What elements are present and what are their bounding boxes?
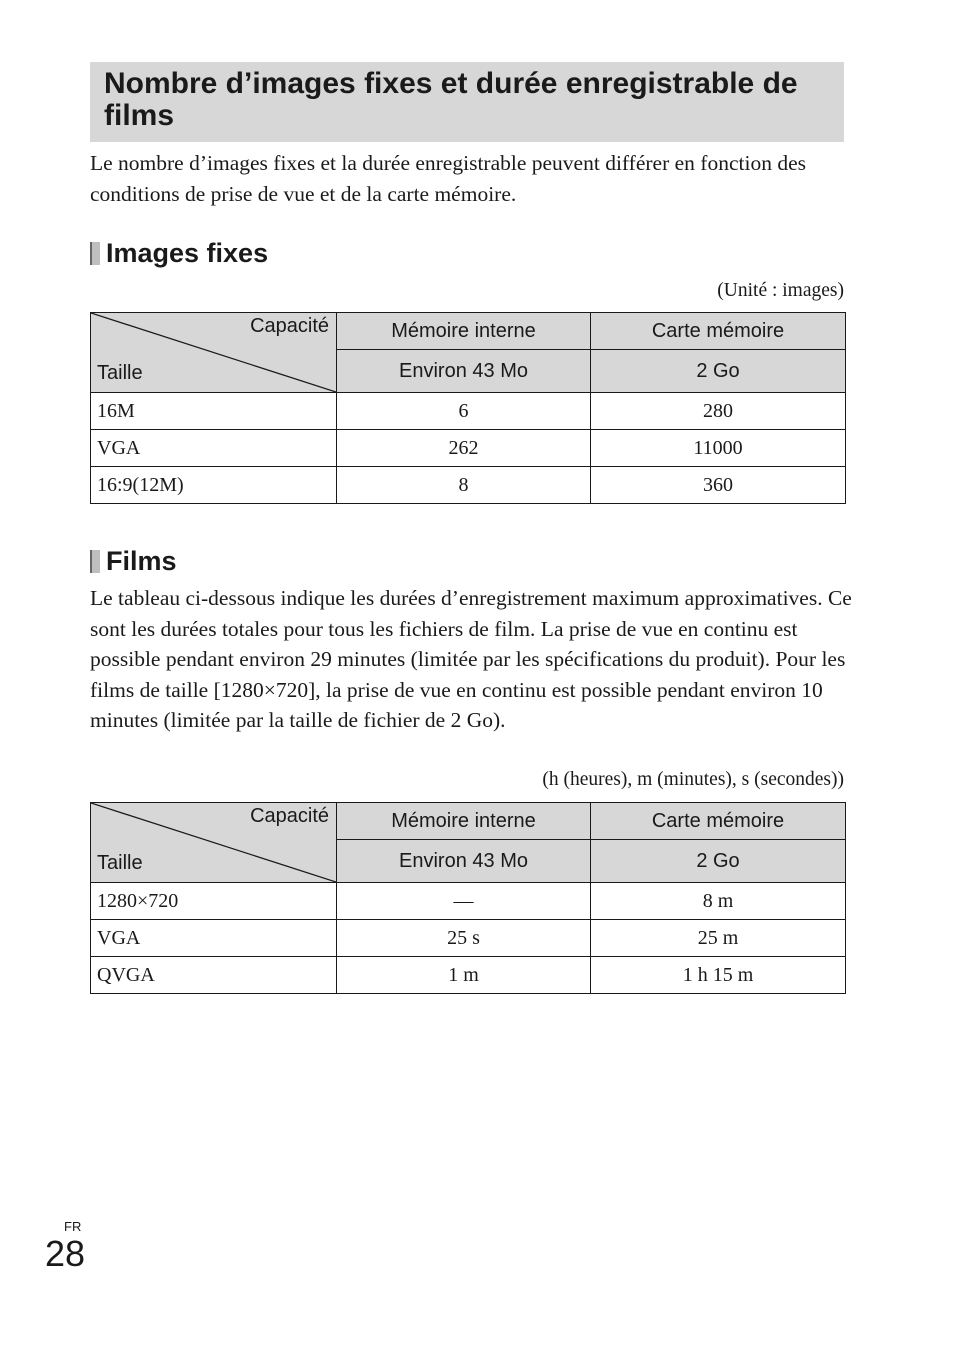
card-value: 1 h 15 m: [591, 957, 846, 994]
films-unit-note: (h (heures), m (minutes), s (secondes)): [542, 769, 844, 790]
col-internal-memory-size: Environ 43 Mo: [337, 350, 591, 393]
table-row: [91, 467, 846, 504]
size-label: Taille: [97, 362, 143, 384]
images-table: [90, 312, 846, 504]
card-value: 25 m: [591, 920, 846, 957]
capacity-label: Capacité: [250, 315, 329, 337]
col-internal-memory: Mémoire interne: [337, 313, 591, 350]
card-value-text: 280: [703, 399, 733, 422]
col-memory-card: Carte mémoire: [591, 313, 846, 350]
internal-value: 25 s: [337, 920, 591, 957]
row-label: 16M: [91, 393, 337, 430]
card-value-text: 360: [703, 473, 733, 496]
internal-value: [337, 430, 591, 467]
col-memory-card: Carte mémoire: [591, 803, 846, 840]
row-label: VGA: [91, 430, 337, 467]
card-value: [591, 393, 846, 430]
internal-value: [337, 467, 591, 504]
row-label: 16:9(12M): [91, 467, 337, 504]
intro-paragraph: Le nombre d’images fixes et la durée enregistrable peuvent différer en fonction des conditions de prise de vue et de la carte mémoire.: [90, 151, 806, 206]
images-section-heading: [90, 237, 268, 269]
table-row: [91, 920, 846, 957]
language-code: FR: [64, 1219, 82, 1234]
row-label: QVGA: [91, 957, 337, 994]
films-section-heading: [90, 545, 177, 577]
internal-value-text: 6: [458, 399, 469, 422]
films-table: [90, 802, 846, 994]
capacity-label: Capacité: [250, 805, 329, 827]
table-row: [91, 393, 846, 430]
col-memory-card-size: 2 Go: [591, 840, 846, 883]
images-unit-note: (Unité : images): [717, 280, 844, 301]
table-row: [91, 430, 846, 467]
films-header-diagonal-cell: [91, 803, 337, 883]
internal-value: 1 m: [337, 957, 591, 994]
card-value: 8 m: [591, 883, 846, 920]
internal-value-text: 262: [448, 436, 479, 459]
section-marker-icon: [90, 242, 100, 265]
films-paragraph: Le tableau ci-dessous indique les durées d’enregistrement maximum approximatives. Ce sont les durées totales pour tous les fichiers de film. La prise de vue en continu est possible pendant environ 29 minutes (limitée par les spécifications du produit). Pour les films de taille [1280×720], la prise de vue en continu est possible pendant environ 10 minutes (limitée par la taille de fichier de 2 Go).: [90, 586, 852, 732]
row-label: VGA: [91, 920, 337, 957]
card-value: [591, 430, 846, 467]
internal-value: —: [337, 883, 591, 920]
page-number: 28: [45, 1233, 86, 1274]
page-title: Nombre d’images fixes et durée enregistrable de films: [104, 67, 798, 132]
card-value-text: 11000: [693, 436, 743, 459]
section-marker-icon: [90, 550, 100, 573]
col-internal-memory: Mémoire interne: [337, 803, 591, 840]
table-row: [91, 883, 846, 920]
images-header-diagonal-cell: [91, 313, 337, 393]
images-heading-text: Images fixes: [106, 238, 269, 268]
films-heading-text: Films: [106, 546, 177, 576]
internal-value: [337, 393, 591, 430]
row-label: 1280×720: [91, 883, 337, 920]
table-row: [91, 957, 846, 994]
internal-value-text: 8: [458, 473, 469, 496]
col-internal-memory-size: Environ 43 Mo: [337, 840, 591, 883]
col-memory-card-size: 2 Go: [591, 350, 846, 393]
card-value: [591, 467, 846, 504]
title-band: [90, 62, 844, 142]
size-label: Taille: [97, 852, 143, 874]
